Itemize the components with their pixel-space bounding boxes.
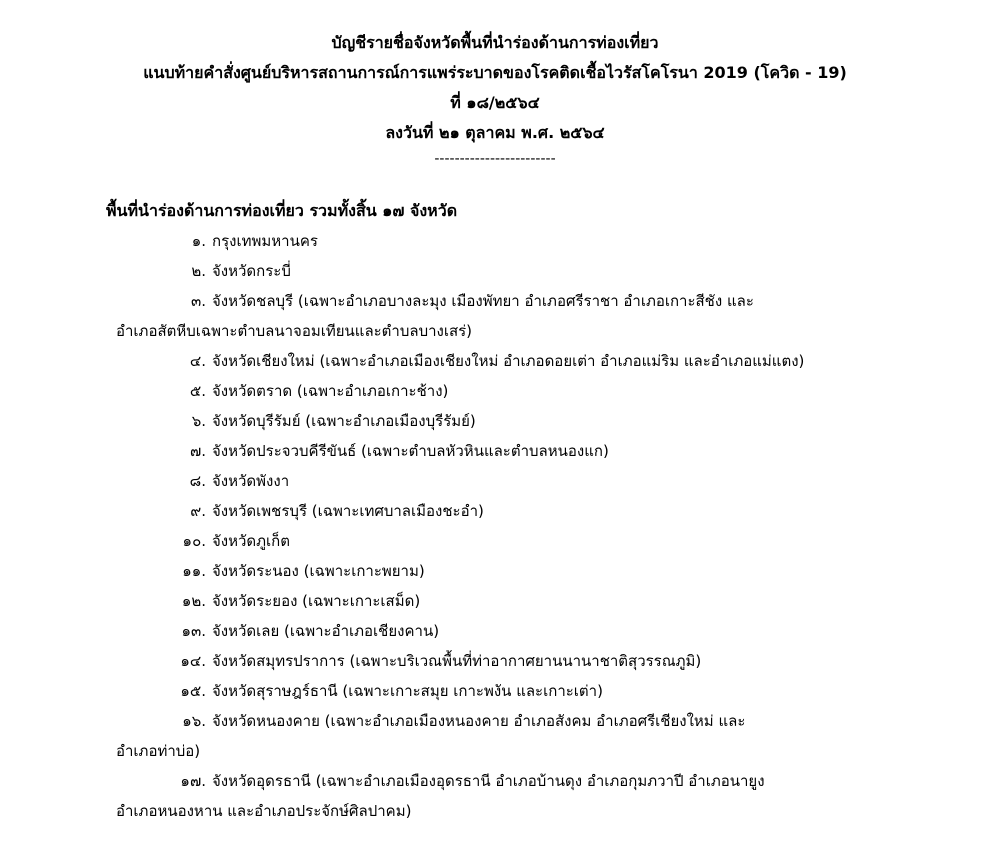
item-text: จังหวัดชลบุรี (เฉพาะอำเภอบางละมุง เมืองพัทยา อำเภอศรีราชา อำเภอเกาะสีชัง และ	[212, 292, 754, 310]
list-item	[0, 676, 990, 706]
item-number: ๑๒.	[181, 592, 206, 610]
list-item	[0, 346, 990, 376]
item-text-continued: อำเภอท่าบ่อ)	[116, 742, 201, 760]
list-item	[0, 586, 990, 616]
order-date: ลงวันที่ ๒๑ ตุลาคม พ.ศ. ๒๕๖๔	[385, 123, 605, 142]
list-item	[0, 406, 990, 436]
list-item	[0, 766, 990, 826]
list-item	[0, 556, 990, 586]
item-text: จังหวัดบุรีรัมย์ (เฉพาะอำเภอเมืองบุรีรัมย์)	[212, 412, 476, 430]
item-number: ๑๖.	[182, 712, 206, 730]
item-number: ๙.	[190, 502, 206, 520]
list-item	[0, 376, 990, 406]
document-header	[0, 28, 990, 170]
list-item	[0, 466, 990, 496]
list-item	[0, 646, 990, 676]
item-number: ๑๗.	[180, 772, 206, 790]
item-text: จังหวัดตราด (เฉพาะอำเภอเกาะช้าง)	[212, 382, 449, 400]
document-subtitle: แนบท้ายคำสั่งศูนย์บริหารสถานการณ์การแพร่ระบาดของโรคติดเชื้อไวรัสโคโรนา 2019 (โควิด - 19)	[143, 63, 847, 82]
list-item	[0, 526, 990, 556]
list-item	[0, 706, 990, 766]
item-number: ๑๐.	[182, 532, 206, 550]
item-text-continued: อำเภอหนองหาน และอำเภอประจักษ์ศิลปาคม)	[116, 802, 412, 820]
list-item	[0, 496, 990, 526]
item-number: ๑๓.	[181, 622, 206, 640]
item-text: กรุงเทพมหานคร	[212, 232, 318, 250]
item-number: ๗.	[189, 442, 206, 460]
item-text: จังหวัดเลย (เฉพาะอำเภอเชียงคาน)	[212, 622, 440, 640]
section-title: พื้นที่นำร่องด้านการท่องเที่ยว รวมทั้งสิ้น ๑๗ จังหวัด	[106, 201, 458, 220]
list-item	[0, 616, 990, 646]
item-text: จังหวัดเพชรบุรี (เฉพาะเทศบาลเมืองชะอำ)	[212, 502, 484, 520]
item-text: จังหวัดภูเก็ต	[212, 532, 291, 550]
item-text: จังหวัดพังงา	[212, 472, 290, 490]
header-separator: ------------------------	[434, 151, 556, 167]
item-text: จังหวัดระยอง (เฉพาะเกาะเสม็ด)	[212, 592, 421, 610]
item-text: จังหวัดระนอง (เฉพาะเกาะพยาม)	[212, 562, 425, 580]
item-number: ๘.	[189, 472, 206, 490]
item-text: จังหวัดกระบี่	[212, 262, 291, 280]
list-item	[0, 286, 990, 346]
item-number: ๑๕.	[180, 682, 206, 700]
item-number: ๕.	[189, 382, 206, 400]
item-number: ๖.	[191, 412, 206, 430]
item-number: ๒.	[191, 262, 206, 280]
list-item	[0, 256, 990, 286]
order-number: ที่ ๑๘/๒๕๖๔	[450, 93, 540, 112]
list-item	[0, 436, 990, 466]
province-list	[0, 226, 990, 826]
item-text: จังหวัดเชียงใหม่ (เฉพาะอำเภอเมืองเชียงใหม่ อำเภอดอยเต่า อำเภอแม่ริม และอำเภอแม่แตง)	[212, 352, 805, 370]
item-text: จังหวัดประจวบคีรีขันธ์ (เฉพาะตำบลหัวหินและตำบลหนองแก)	[212, 442, 609, 460]
item-text-continued: อำเภอสัตหีบเฉพาะตำบลนาจอมเทียนและตำบลบางเสร่)	[116, 322, 473, 340]
item-number: ๓.	[190, 292, 206, 310]
item-number: ๑.	[191, 232, 206, 250]
item-text: จังหวัดหนองคาย (เฉพาะอำเภอเมืองหนองคาย อำเภอสังคม อำเภอศรีเชียงใหม่ และ	[212, 712, 746, 730]
item-text: จังหวัดอุดรธานี (เฉพาะอำเภอเมืองอุดรธานี อำเภอบ้านดุง อำเภอกุมภวาปี อำเภอนายูง	[212, 772, 765, 790]
item-number: ๑๔.	[180, 652, 206, 670]
item-number: ๔.	[189, 352, 206, 370]
document-title: บัญชีรายชื่อจังหวัดพื้นที่นำร่องด้านการท่องเที่ยว	[331, 33, 659, 52]
list-item	[0, 226, 990, 256]
item-text: จังหวัดสุราษฎร์ธานี (เฉพาะเกาะสมุย เกาะพงัน และเกาะเต่า)	[212, 682, 603, 700]
item-text: จังหวัดสมุทรปราการ (เฉพาะบริเวณพื้นที่ท่าอากาศยานนานาชาติสุวรรณภูมิ)	[212, 652, 702, 670]
item-number: ๑๑.	[182, 562, 206, 580]
